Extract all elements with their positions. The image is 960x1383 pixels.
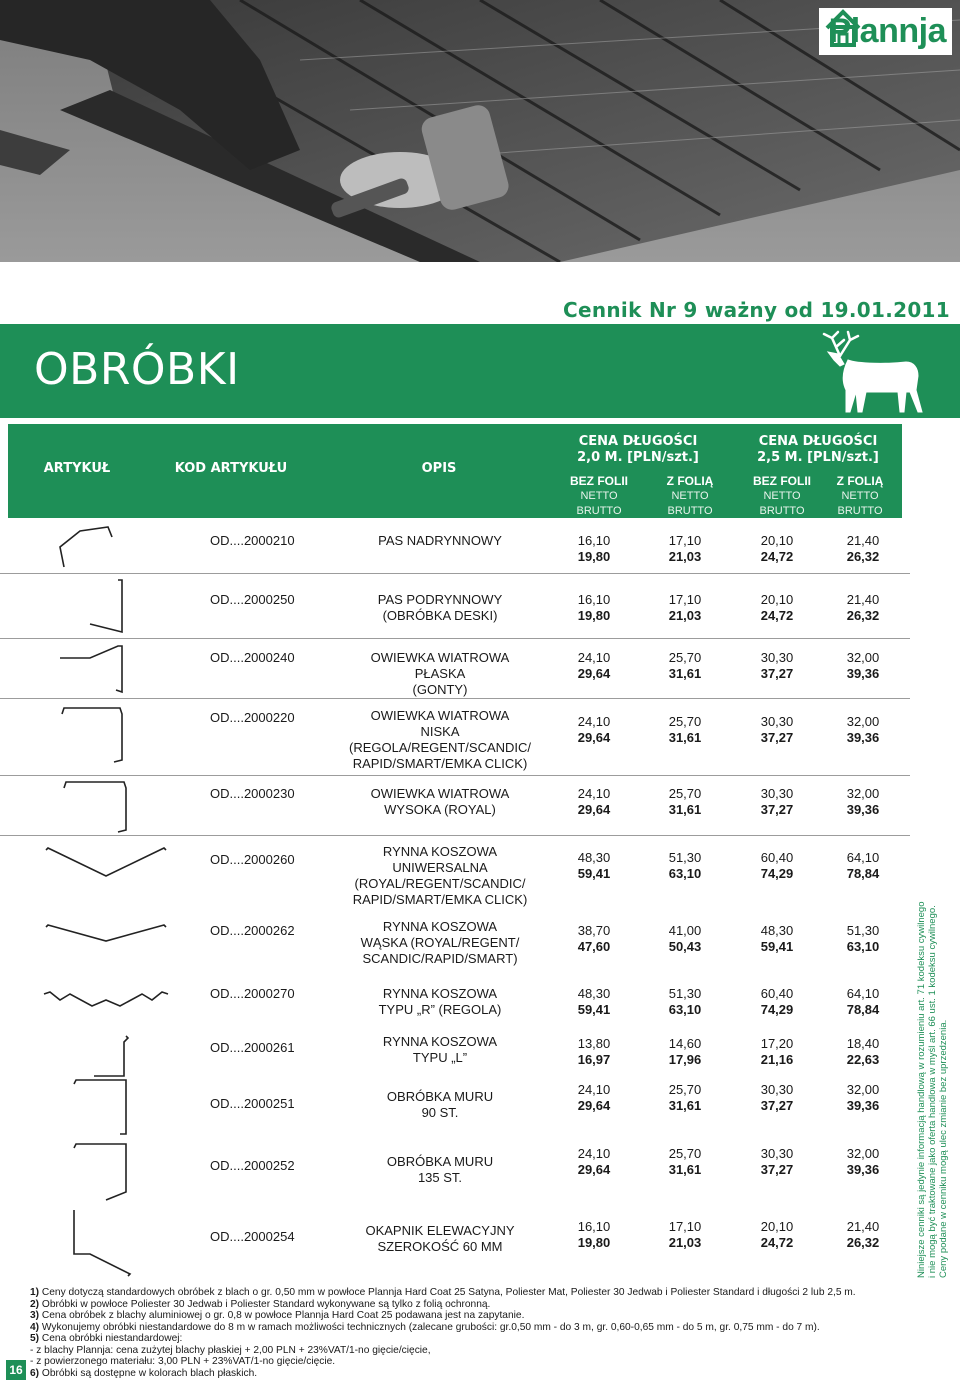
price-brutto: 37,27 (760, 666, 794, 681)
price-netto: 17,10 (668, 592, 702, 607)
footnote (30, 1368, 955, 1380)
price-netto: 51,30 (668, 986, 702, 1001)
price-brutto: 31,61 (668, 802, 702, 817)
article-code: OD....2000240 (210, 650, 295, 665)
price-netto: 48,30 (760, 923, 794, 938)
description-line: UNIWERSALNA (392, 860, 488, 875)
price-cell (737, 1082, 817, 1114)
price-brutto: 50,43 (668, 939, 702, 954)
article-code: OD....2000252 (210, 1158, 295, 1173)
price-netto: 32,00 (846, 1082, 880, 1097)
subheader-label: Z FOLIĄ (836, 474, 884, 488)
description-line: SCANDIC/RAPID/SMART) (362, 951, 518, 966)
price-cell (737, 714, 817, 746)
row-separator (0, 638, 910, 639)
article-code: OD....2000251 (210, 1096, 295, 1111)
price-netto: 21,40 (846, 1219, 880, 1234)
price-netto: 17,20 (760, 1036, 794, 1051)
price-cell (645, 986, 725, 1018)
footnote-text: Cena obróbek z blachy aluminiowej o gr. 0,8 w powłoce Plannja Hard Coat 25 podawana jest na zapytanie. (39, 1310, 525, 1321)
price-cell (645, 592, 725, 624)
price-cell (737, 533, 817, 565)
table-row (0, 980, 910, 1030)
price-netto: 24,10 (577, 1146, 611, 1161)
price-brutto: 22,63 (846, 1052, 880, 1067)
subheader-label: Z FOLIĄ (666, 474, 714, 488)
description-line: PAS NADRYNNOWY (378, 533, 502, 548)
price-brutto: 39,36 (846, 1162, 880, 1177)
price-brutto: 31,61 (668, 666, 702, 681)
price-cell (645, 1146, 725, 1178)
table-row (0, 702, 910, 775)
price-netto: 21,40 (846, 592, 880, 607)
description-line: RYNNA KOSZOWA (382, 844, 498, 859)
price-netto: 60,40 (760, 850, 794, 865)
description-line: RAPID/SMART/EMKA CLICK) (352, 756, 528, 771)
footnote-text: - z powierzonego materiału: 3,00 PLN + 23%VAT/1-no gięcie/cięcie. (30, 1356, 336, 1367)
price-brutto: 26,32 (846, 549, 880, 564)
price-cell (737, 1146, 817, 1178)
footnote (30, 1345, 955, 1357)
header-code: KOD ARTYKUŁU (174, 461, 288, 476)
header-photo (0, 0, 960, 262)
article-description (330, 919, 550, 967)
profile-drawing-icon (30, 980, 170, 1030)
article-description (330, 1223, 550, 1255)
table-row (0, 1032, 910, 1082)
price-cell (645, 923, 725, 955)
price-netto: 21,40 (846, 533, 880, 548)
subheader-label: BEZ FOLII (753, 474, 811, 488)
price-brutto: 74,29 (760, 866, 794, 881)
description-line: WYSOKA (ROYAL) (384, 802, 496, 817)
price-brutto: 39,36 (846, 666, 880, 681)
subheader-label: BEZ FOLII (570, 474, 628, 488)
price-netto: 41,00 (668, 923, 702, 938)
price-cell (554, 923, 634, 955)
description-line: OWIEWKA WIATROWA (370, 650, 510, 665)
price-cell (645, 533, 725, 565)
price-netto: 48,30 (577, 986, 611, 1001)
price-brutto: 37,27 (760, 1162, 794, 1177)
article-description (330, 786, 550, 818)
price-brutto: 74,29 (760, 1002, 794, 1017)
price-netto: 32,00 (846, 786, 880, 801)
price-cell (737, 650, 817, 682)
table-row (0, 1076, 910, 1138)
price-cell (645, 786, 725, 818)
footnote (30, 1287, 955, 1299)
price-brutto: 19,80 (577, 608, 611, 623)
footnote-text: Obróbki w powłoce Poliester 30 Jedwab i Poliester Standard wykonywane są tylko z folią ochronną. (39, 1298, 491, 1310)
price-netto: 30,30 (760, 650, 794, 665)
row-separator (0, 698, 910, 699)
footnote-number: 5) (30, 1333, 40, 1344)
table-row (0, 525, 910, 573)
price-cell (737, 850, 817, 882)
header-description: OPIS (421, 461, 457, 476)
price-cell (823, 786, 903, 818)
price-brutto: 21,16 (760, 1052, 794, 1067)
page-title: OBRÓBKI (34, 344, 240, 395)
price-cell (823, 592, 903, 624)
price-brutto: 21,03 (668, 608, 702, 623)
price-brutto: 37,27 (760, 802, 794, 817)
price-netto: 32,00 (846, 1146, 880, 1161)
price-netto: 60,40 (760, 986, 794, 1001)
table-row (0, 780, 910, 835)
price-cell (645, 714, 725, 746)
price-netto: 32,00 (846, 714, 880, 729)
price-netto: 13,80 (577, 1036, 611, 1051)
footnote (30, 1322, 955, 1334)
price-netto: 25,70 (668, 1082, 702, 1097)
price-cell (737, 592, 817, 624)
price-netto: 24,10 (577, 650, 611, 665)
description-line: (GONTY) (412, 682, 468, 697)
price-netto: 17,10 (668, 533, 702, 548)
price-cell (554, 986, 634, 1018)
price-brutto: 29,64 (577, 1162, 611, 1177)
footnote-text: - z blachy Plannja: cena zużytej blachy płaskiej + 2,00 PLN + 23%VAT/1-no gięcie/cięcie, (30, 1344, 431, 1356)
subheader-col-2 (650, 474, 730, 519)
price-netto: 64,10 (846, 986, 880, 1001)
price-cell (554, 650, 634, 682)
price-cell (823, 986, 903, 1018)
price-brutto: 63,10 (668, 866, 702, 881)
subheader-netto: NETTO (763, 490, 801, 502)
table-header (8, 424, 902, 518)
header-length-2m: CENA DŁUGOŚCI 2,0 M. [PLN/szt.] (577, 434, 699, 465)
article-description (330, 533, 550, 549)
article-description (330, 1154, 550, 1186)
article-description (330, 1034, 550, 1066)
profile-drawing-icon (30, 642, 170, 698)
price-brutto: 59,41 (577, 866, 611, 881)
price-brutto: 78,84 (846, 866, 880, 881)
row-separator (0, 775, 910, 776)
price-netto: 30,30 (760, 1082, 794, 1097)
price-netto: 30,30 (760, 786, 794, 801)
description-line: (OBRÓBKA DESKI) (382, 608, 498, 623)
price-cell (554, 714, 634, 746)
price-cell (554, 1219, 634, 1251)
description-line: 90 ST. (421, 1105, 459, 1120)
table-row (0, 1140, 910, 1204)
description-line: PŁASKA (414, 666, 466, 681)
page-number: 16 (6, 1360, 26, 1380)
price-netto: 51,30 (668, 850, 702, 865)
price-brutto: 21,03 (668, 549, 702, 564)
price-brutto: 26,32 (846, 1235, 880, 1250)
row-separator (0, 835, 910, 836)
footnote-number: 4) (30, 1321, 40, 1333)
profile-drawing-icon (30, 1032, 170, 1082)
profile-drawing-icon (30, 1140, 170, 1204)
article-description (330, 844, 550, 908)
price-cell (645, 1219, 725, 1251)
profile-drawing-icon (30, 780, 170, 835)
footnote (30, 1333, 955, 1345)
price-brutto: 24,72 (760, 608, 794, 623)
description-line: RAPID/SMART/EMKA CLICK) (352, 892, 528, 907)
price-netto: 20,10 (760, 1219, 794, 1234)
footnote-text: Wykonujemy obróbki niestandardowe do 8 m w ramach możliwości technicznych (zalecane grubości: gr.0,50 mm - do 3 m, gr. 0,60-0,65 mm - do 5 m, gr. 0,75 mm - do 7 m). (39, 1321, 820, 1333)
article-description (330, 650, 550, 698)
footnote-number: 2) (30, 1298, 40, 1310)
price-brutto: 39,36 (846, 1098, 880, 1113)
table-row (0, 915, 910, 975)
price-cell (823, 1036, 903, 1068)
footnote-text: Obróbki są dostępne w kolorach blach płaskich. (39, 1367, 258, 1379)
price-cell (823, 714, 903, 746)
footnote (30, 1356, 955, 1368)
price-cell (645, 1082, 725, 1114)
description-line: (REGOLA/REGENT/SCANDIC/ (348, 740, 532, 755)
description-line: OBRÓBKA MURU (386, 1154, 494, 1169)
profile-drawing-icon (30, 578, 170, 638)
price-list-validity: Cennik Nr 9 ważny od 19.01.2011 (563, 298, 950, 322)
title-band (0, 324, 960, 418)
price-brutto: 19,80 (577, 1235, 611, 1250)
price-cell (554, 1082, 634, 1114)
price-brutto: 59,41 (577, 1002, 611, 1017)
price-netto: 24,10 (577, 786, 611, 801)
price-brutto: 78,84 (846, 1002, 880, 1017)
price-brutto: 37,27 (760, 1098, 794, 1113)
profile-drawing-icon (30, 915, 170, 975)
price-netto: 25,70 (668, 1146, 702, 1161)
price-cell (823, 850, 903, 882)
price-brutto: 16,97 (577, 1052, 611, 1067)
article-code: OD....2000261 (210, 1040, 295, 1055)
price-brutto: 63,10 (846, 939, 880, 954)
side-note-line: i nie mogą być traktowane jako oferta handlowa w myśl art. 66 ust. 1 kodeksu cywilnego. (927, 905, 938, 1278)
footnote-text: Ceny dotyczą standardowych obróbek z blach o gr. 0,50 mm w powłoce Plannja Hard Coat 25 Satyna, Poliester Mat, Poliester 30 Jedwab i Poliester Standard i długości 2 lub 2,5 m. (39, 1287, 856, 1298)
price-cell (645, 650, 725, 682)
price-brutto: 47,60 (577, 939, 611, 954)
price-netto: 16,10 (577, 533, 611, 548)
price-brutto: 63,10 (668, 1002, 702, 1017)
price-netto: 38,70 (577, 923, 611, 938)
table-row (0, 1206, 910, 1278)
header-length-25m: CENA DŁUGOŚCI 2,5 M. [PLN/szt.] (757, 434, 879, 465)
article-code: OD....2000262 (210, 923, 295, 938)
price-brutto: 39,36 (846, 730, 880, 745)
price-netto: 16,10 (577, 1219, 611, 1234)
table-row (0, 642, 910, 698)
header-article: ARTYKUŁ (43, 461, 111, 476)
roof-photo-illustration (0, 0, 960, 262)
price-brutto: 29,64 (577, 666, 611, 681)
price-brutto: 31,61 (668, 1162, 702, 1177)
subheader-col-3 (742, 474, 822, 519)
footnote (30, 1310, 955, 1322)
price-netto: 64,10 (846, 850, 880, 865)
price-brutto: 24,72 (760, 549, 794, 564)
price-netto: 16,10 (577, 592, 611, 607)
description-line: TYPU „L” (412, 1050, 468, 1065)
price-netto: 25,70 (668, 714, 702, 729)
price-cell (554, 1146, 634, 1178)
article-code: OD....2000220 (210, 710, 295, 725)
price-cell (554, 533, 634, 565)
price-cell (645, 1036, 725, 1068)
subheader-brutto: BRUTTO (837, 505, 883, 517)
description-line: NISKA (420, 724, 460, 739)
profile-drawing-icon (30, 842, 170, 910)
article-code: OD....2000254 (210, 1229, 295, 1244)
description-line: OBRÓBKA MURU (386, 1089, 494, 1104)
article-description (330, 1089, 550, 1121)
price-netto: 20,10 (760, 533, 794, 548)
price-cell (645, 850, 725, 882)
article-code: OD....2000230 (210, 786, 295, 801)
side-note-line: Niniejsze cenniki są jedynie informacją handlową w rozumieniu art. 71 kodeksu cywilnego (916, 901, 927, 1278)
description-line: WĄSKA (ROYAL/REGENT/ (360, 935, 520, 950)
price-cell (737, 786, 817, 818)
price-netto: 32,00 (846, 650, 880, 665)
row-separator (0, 573, 910, 574)
subheader-netto: NETTO (671, 490, 709, 502)
price-brutto: 24,72 (760, 1235, 794, 1250)
subheader-brutto: BRUTTO (759, 505, 805, 517)
description-line: OWIEWKA WIATROWA (370, 786, 510, 801)
footnote-number: 6) (30, 1367, 40, 1379)
price-cell (554, 1036, 634, 1068)
price-netto: 30,30 (760, 1146, 794, 1161)
price-netto: 24,10 (577, 714, 611, 729)
house-logo-icon (823, 8, 863, 48)
subheader-netto: NETTO (580, 490, 618, 502)
description-line: RYNNA KOSZOWA (382, 986, 498, 1001)
price-brutto: 21,03 (668, 1235, 702, 1250)
price-cell (554, 592, 634, 624)
description-line: OKAPNIK ELEWACYJNY (365, 1223, 515, 1238)
description-line: 135 ST. (417, 1170, 463, 1185)
price-cell (737, 923, 817, 955)
price-netto: 25,70 (668, 650, 702, 665)
price-brutto: 19,80 (577, 549, 611, 564)
description-line: (ROYAL/REGENT/SCANDIC/ (354, 876, 526, 891)
description-line: RYNNA KOSZOWA (382, 919, 498, 934)
table-row (0, 842, 910, 910)
price-brutto: 29,64 (577, 730, 611, 745)
price-cell (554, 850, 634, 882)
article-code: OD....2000210 (210, 533, 295, 548)
profile-drawing-icon (30, 1206, 170, 1278)
reindeer-icon (818, 330, 938, 416)
description-line: RYNNA KOSZOWA (382, 1034, 498, 1049)
price-netto: 25,70 (668, 786, 702, 801)
footnote-number: 3) (30, 1310, 40, 1321)
price-netto: 14,60 (668, 1036, 702, 1051)
profile-drawing-icon (30, 702, 170, 775)
description-line: OWIEWKA WIATROWA (370, 708, 510, 723)
price-cell (737, 1219, 817, 1251)
profile-drawing-icon (30, 1076, 170, 1138)
price-cell (823, 923, 903, 955)
price-brutto: 29,64 (577, 802, 611, 817)
price-netto: 20,10 (760, 592, 794, 607)
table-row (0, 578, 910, 638)
price-netto: 30,30 (760, 714, 794, 729)
price-cell (737, 1036, 817, 1068)
subheader-netto: NETTO (841, 490, 879, 502)
price-brutto: 39,36 (846, 802, 880, 817)
price-brutto: 17,96 (668, 1052, 702, 1067)
price-netto: 24,10 (577, 1082, 611, 1097)
description-line: SZEROKOŚĆ 60 MM (377, 1239, 503, 1254)
price-brutto: 59,41 (760, 939, 794, 954)
subheader-col-1 (559, 474, 639, 519)
profile-drawing-icon (30, 525, 170, 573)
footnote (30, 1299, 955, 1311)
price-cell (823, 650, 903, 682)
subheader-col-4 (820, 474, 900, 519)
footnote-text: Cena obróbki niestandardowej: (39, 1333, 183, 1344)
article-code: OD....2000250 (210, 592, 295, 607)
article-code: OD....2000260 (210, 852, 295, 867)
subheader-brutto: BRUTTO (667, 505, 713, 517)
subheader-brutto: BRUTTO (576, 505, 622, 517)
price-brutto: 31,61 (668, 1098, 702, 1113)
article-description (330, 708, 550, 772)
description-line: PAS PODRYNNOWY (377, 592, 503, 607)
price-cell (554, 786, 634, 818)
price-netto: 48,30 (577, 850, 611, 865)
price-brutto: 37,27 (760, 730, 794, 745)
description-line: TYPU „R” (REGOLA) (378, 1002, 502, 1017)
price-cell (823, 1219, 903, 1251)
price-brutto: 31,61 (668, 730, 702, 745)
article-description (330, 592, 550, 624)
price-cell (823, 533, 903, 565)
footnotes (30, 1287, 955, 1379)
article-code: OD....2000270 (210, 986, 295, 1001)
article-description (330, 986, 550, 1018)
price-cell (823, 1082, 903, 1114)
price-netto: 18,40 (846, 1036, 880, 1051)
price-cell (737, 986, 817, 1018)
price-brutto: 29,64 (577, 1098, 611, 1113)
price-netto: 51,30 (846, 923, 880, 938)
price-brutto: 26,32 (846, 608, 880, 623)
price-cell (823, 1146, 903, 1178)
plannja-logo (819, 8, 952, 55)
logo-text: Plannja (828, 12, 946, 50)
side-note-line: Ceny podane w cenniku mogą ulec zmianie bez uprzedzenia. (938, 1019, 949, 1278)
price-netto: 17,10 (668, 1219, 702, 1234)
legal-side-note (916, 901, 960, 1278)
footnote-number: 1) (30, 1287, 40, 1298)
